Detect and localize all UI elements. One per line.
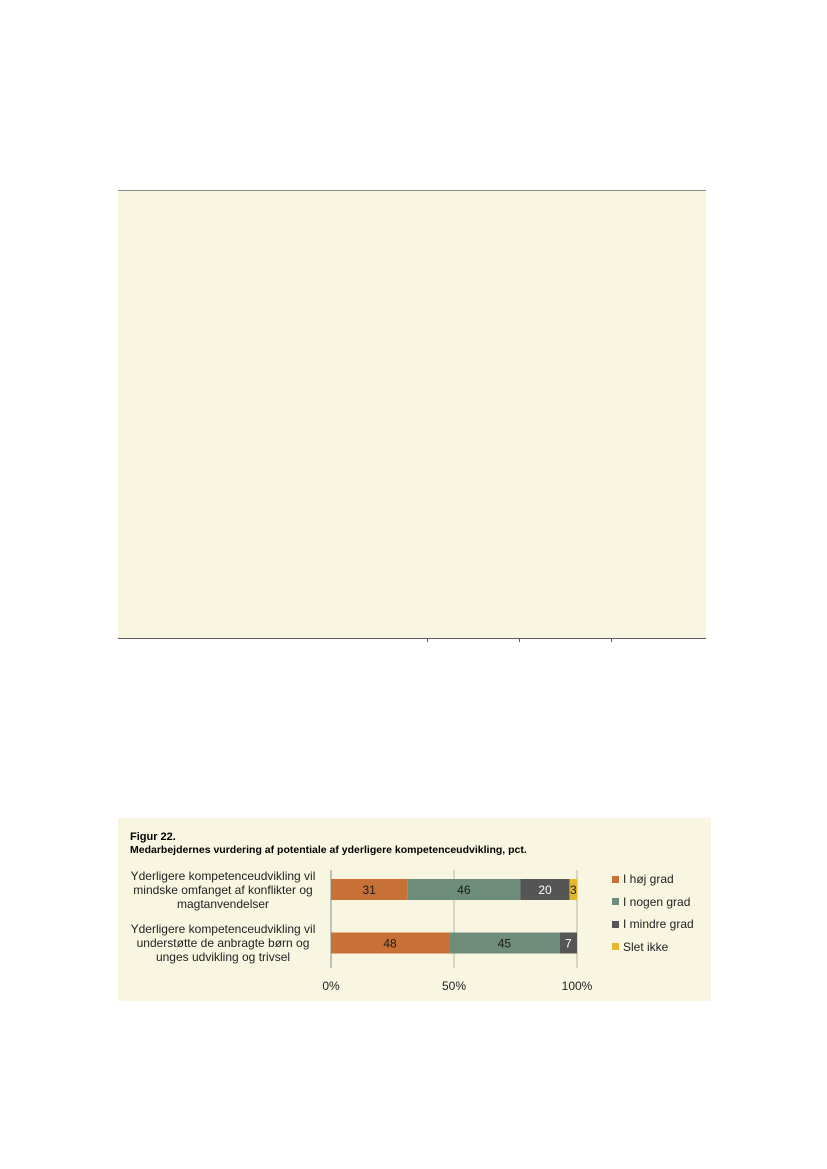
- data-label: 48: [383, 936, 397, 951]
- legend-swatch: [612, 921, 619, 928]
- legend-item: [612, 868, 694, 891]
- x-tick-label: 100%: [561, 979, 593, 993]
- legend-item: [612, 891, 694, 914]
- data-label: 7: [565, 936, 572, 951]
- legend-label: I mindre grad: [623, 917, 694, 932]
- data-label: 3: [569, 883, 577, 897]
- category-label-1: [120, 869, 326, 911]
- box-tick: [611, 638, 612, 642]
- figure-panel: [118, 818, 711, 1001]
- legend-item: [612, 936, 694, 959]
- box-tick: [427, 638, 428, 642]
- chart-legend: [612, 868, 694, 958]
- data-label: 45: [497, 936, 512, 951]
- figure-number: Figur 22.: [130, 831, 176, 843]
- category-label-line: magtanvendelser: [176, 897, 270, 911]
- legend-label: I høj grad: [623, 872, 674, 887]
- legend-label: Slet ikke: [623, 939, 669, 954]
- category-label-line: Yderligere kompetenceudvikling vil: [130, 922, 316, 936]
- legend-swatch: [612, 898, 619, 905]
- blank-content-box: [118, 190, 706, 639]
- category-label-line: understøtte de anbragte børn og: [136, 936, 310, 950]
- category-label-line: mindske omfanget af konflikter og: [133, 883, 313, 897]
- legend-swatch: [612, 876, 619, 883]
- data-label: 31: [362, 883, 376, 897]
- legend-label: I nogen grad: [623, 894, 691, 909]
- legend-item: [612, 913, 694, 936]
- x-tick-label: 50%: [441, 979, 467, 993]
- x-tick-label: 0%: [322, 979, 340, 993]
- data-label: 46: [457, 883, 471, 897]
- box-tick: [519, 638, 520, 642]
- figure-title: Medarbejdernes vurdering af potentiale af yderligere kompetenceudvikling, pct.: [130, 844, 527, 856]
- data-label: 20: [538, 883, 552, 897]
- legend-swatch: [612, 943, 619, 950]
- category-label-line: unges udvikling og trivsel: [155, 950, 291, 964]
- category-label-line: Yderligere kompetenceudvikling vil: [130, 869, 316, 883]
- category-label-2: [120, 922, 326, 964]
